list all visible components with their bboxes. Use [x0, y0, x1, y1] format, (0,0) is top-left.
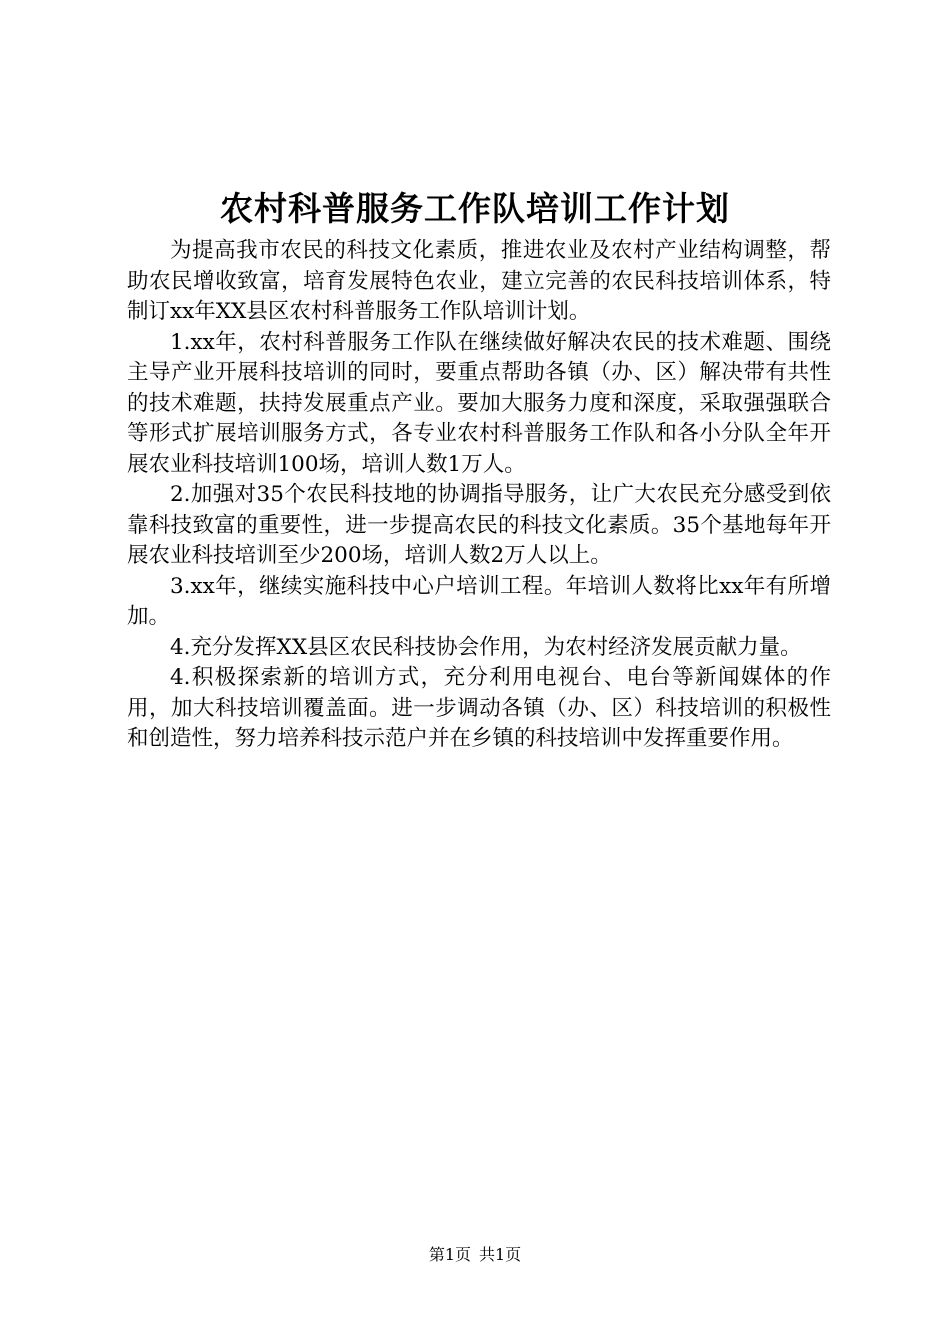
page-number: 第1页 — [428, 1245, 471, 1264]
page-total: 共1页 — [479, 1245, 522, 1264]
page-footer — [0, 1243, 950, 1267]
paragraph-intro: 为提高我市农民的科技文化素质，推进农业及农村产业结构调整，帮助农民增收致富，培育发展特色农业，建立完善的农民科技培训体系，特制订xx年XX县区农村科普服务工作队培训计划。 — [127, 238, 831, 324]
document-title: 农村科普服务工作队培训工作计划 — [220, 189, 730, 228]
paragraph-item-3: 3.xx年，继续实施科技中心户培训工程。年培训人数将比xx年有所增加。 — [127, 573, 831, 629]
paragraph-item-4b: 4.积极探索新的培训方式，充分利用电视台、电台等新闻媒体的作用，加大科技培训覆盖面。进一步调动各镇（办、区）科技培训的积极性和创造性，努力培养科技示范户并在乡镇的科技培训中发挥重要作用。 — [127, 665, 831, 751]
paragraph-item-4a: 4.充分发挥XX县区农民科技协会作用，为农村经济发展贡献力量。 — [170, 634, 802, 660]
paragraph-item-1: 1.xx年，农村科普服务工作队在继续做好解决农民的技术难题、围绕主导产业开展科技培训的同时，要重点帮助各镇（办、区）解决带有共性的技术难题，扶持发展重点产业。要加大服务力度和深度，采取强强联合等形式扩展培训服务方式，各专业农村科普服务工作队和各小分队全年开展农业科技培训100场，培训人数1万人。 — [127, 329, 831, 477]
paragraph-item-2: 2.加强对35个农民科技地的协调指导服务，让广大农民充分感受到依靠科技致富的重要性，进一步提高农民的科技文化素质。35个基地每年开展农业科技培训至少200场，培训人数2万人以上。 — [127, 482, 831, 568]
document-body — [127, 236, 831, 755]
